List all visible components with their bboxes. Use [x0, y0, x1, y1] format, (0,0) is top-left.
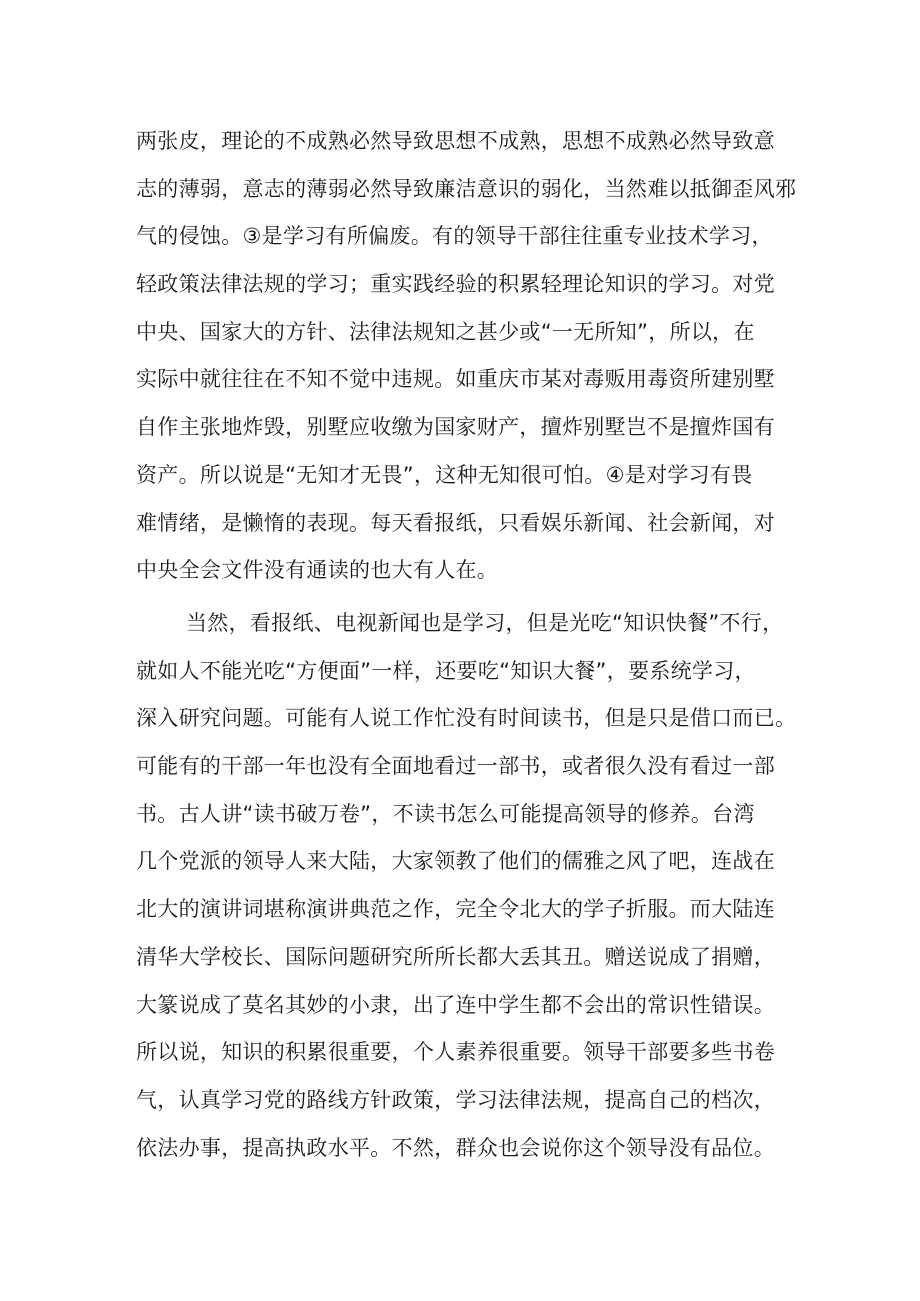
- paragraph-line: 两张皮，理论的不成熟必然导致思想不成熟，思想不成熟必然导致意: [136, 129, 775, 153]
- paragraph-line: 依法办事，提高执政水平。不然，群众也会说你这个领导没有品位。: [136, 1135, 775, 1160]
- paragraph-line: 北大的演讲词堪称演讲典范之作，完全令北大的学子折服。而大陆连: [136, 897, 775, 922]
- paragraph-line: 资产。所以说是“无知才无畏”，这种无知很可怕。④是对学习有畏: [136, 462, 753, 487]
- paragraph-line: 当然，看报纸、电视新闻也是学习，但是光吃“知识快餐”不行，: [186, 611, 784, 635]
- paragraph-line: 所以说，知识的积累很重要，个人素养很重要。领导干部要多些书卷: [136, 1040, 775, 1065]
- paragraph-line: 气的侵蚀。③是学习有所偏废。有的领导干部往往重专业技术学习，: [136, 224, 773, 249]
- paragraph-line: 书。古人讲“读书破万卷”，不读书怎么可能提高领导的修养。台湾: [136, 801, 755, 826]
- paragraph-line: 轻政策法律法规的学习；重实践经验的积累轻理论知识的学习。对党: [136, 272, 775, 297]
- paragraph-line: 气，认真学习党的路线方针政策，学习法律法规，提高自己的档次，: [136, 1087, 775, 1112]
- paragraph-line: 深入研究问题。可能有人说工作忙没有时间读书，但是只是借口而已。: [136, 706, 797, 731]
- paragraph-line: 自作主张地炸毁，别墅应收缴为国家财产，擅炸别墅岂不是擅炸国有: [136, 415, 775, 440]
- paragraph-line: 实际中就往往在不知不觉中违规。如重庆市某对毒贩用毒资所建别墅: [136, 367, 775, 392]
- paragraph-line: 清华大学校长、国际问题研究所所长都大丢其丑。赠送说成了捐赠，: [136, 944, 775, 969]
- paragraph-line: 难情绪，是懒惰的表现。每天看报纸，只看娱乐新闻、社会新闻，对: [136, 510, 775, 535]
- paragraph-line: 中央全会文件没有通读的也大有人在。: [136, 558, 499, 583]
- paragraph-line: 中央、国家大的方针、法律法规知之甚少或“一无所知”，所以，在: [136, 319, 755, 344]
- paragraph-2: [136, 600, 796, 1172]
- paragraph-line: 几个党派的领导人来大陆，大家领教了他们的儒雅之风了吧，连战在: [136, 849, 775, 874]
- paragraph-line: 志的薄弱，意志的薄弱必然导致廉洁意识的弱化，当然难以抵御歪风邪: [136, 176, 797, 201]
- paragraph-line: 就如人不能光吃“方便面”一样，还要吃“知识大餐”，要系统学习，: [136, 658, 756, 683]
- paragraph-1: [136, 118, 796, 595]
- paragraph-line: 大篆说成了莫名其妙的小隶，出了连中学生都不会出的常识性错误。: [136, 992, 775, 1017]
- paragraph-line: 可能有的干部一年也没有全面地看过一部书，或者很久没有看过一部: [136, 754, 775, 779]
